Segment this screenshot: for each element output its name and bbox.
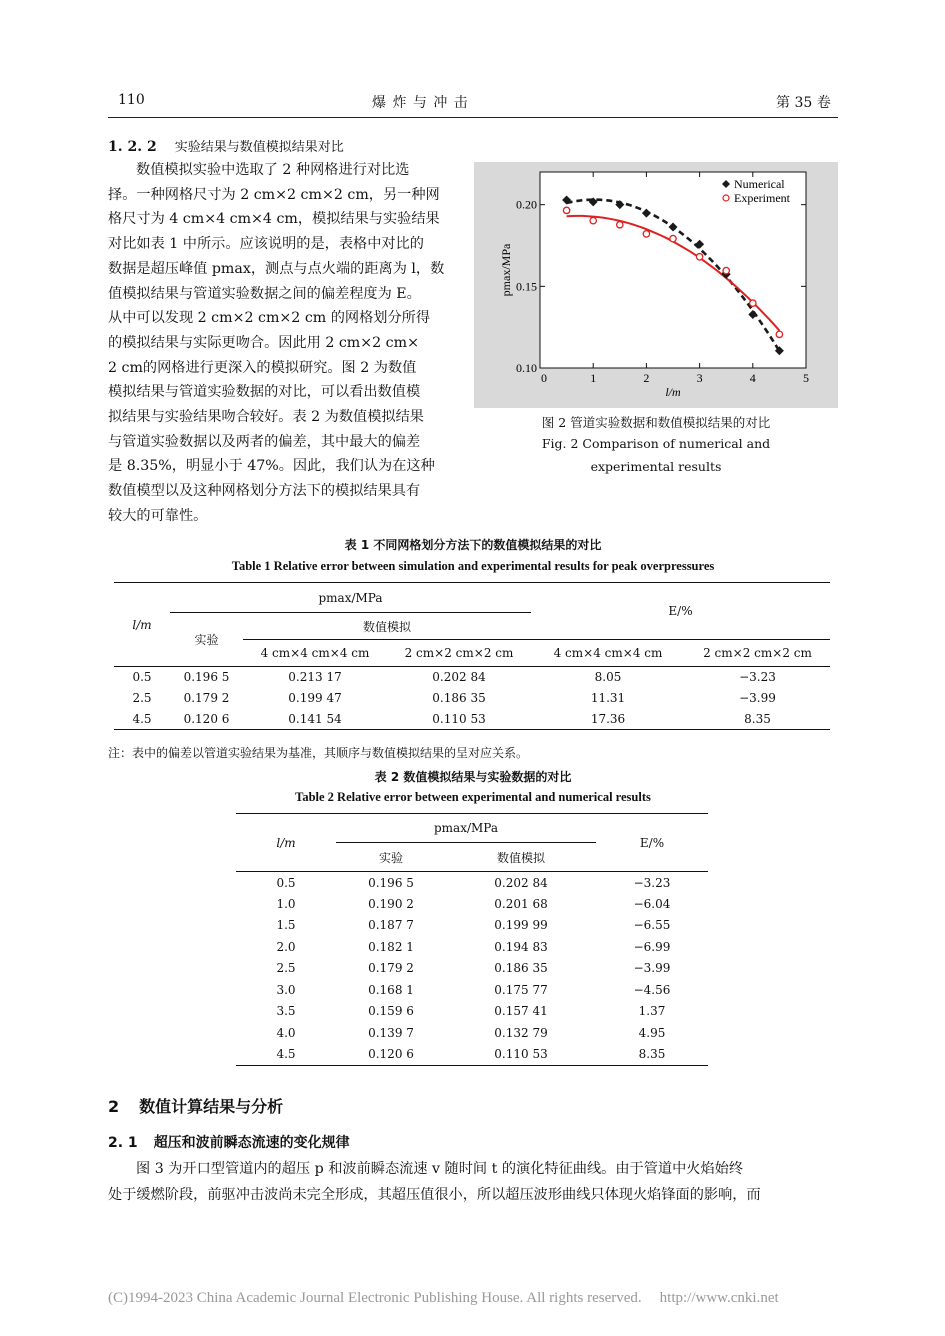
left-paragraph-line: 值模拟结果与管道实验数据之间的偏差程度为 E。 — [108, 285, 421, 302]
table-row — [236, 958, 708, 980]
t2-cell: 0.202 84 — [494, 875, 548, 890]
experiment-point — [617, 222, 623, 228]
section-heading-2: 2 数值计算结果与分析 — [108, 1097, 284, 1116]
page-number: 110 — [118, 92, 145, 108]
left-paragraph-line: 数据是超压峰值 pmax，测点与点火端的距离为 l，数 — [108, 260, 445, 277]
t2-cell: 0.199 99 — [494, 918, 548, 933]
legend-label: Experiment — [734, 191, 790, 205]
t2-cell: 1.37 — [638, 1004, 666, 1019]
left-paragraph-line: 与管道实验数据以及两者的偏差，其中最大的偏差 — [108, 433, 421, 450]
t2-cell: 0.194 83 — [494, 939, 548, 954]
t2-cell: 0.159 6 — [368, 1004, 414, 1019]
table2-caption-cn: 表 2 数值模拟结果与实验数据的对比 — [374, 770, 572, 784]
t2-cell: 4.95 — [638, 1025, 666, 1040]
figure-caption-cn: 图 2 管道实验数据和数值模拟结果的对比 — [541, 415, 771, 430]
body-line-2: 处于缓燃阶段，前驱冲击波尚未完全形成，其超压值很小，所以超压波形曲线只体现火焰锋面的影响，而 — [108, 1187, 761, 1203]
t1-cell: 8.35 — [744, 711, 771, 726]
t1-cell: 8.05 — [594, 670, 622, 685]
x-tick-label: 1 — [590, 371, 597, 385]
table-row — [236, 872, 708, 894]
experiment-point — [696, 254, 702, 260]
t1-cell: 0.179 2 — [183, 691, 230, 705]
t1-cell: 17.36 — [590, 711, 626, 726]
x-tick-label: 5 — [803, 371, 809, 385]
t2-cell: 0.196 5 — [368, 875, 414, 890]
body-paragraph — [108, 1156, 838, 1208]
t2-cell: 4.5 — [276, 1047, 296, 1061]
t2-cell: 0.168 1 — [368, 982, 414, 997]
experiment-point — [776, 331, 782, 337]
table-row — [114, 688, 830, 709]
t1-cell: 0.120 6 — [183, 711, 230, 726]
t2-cell: 0.5 — [276, 875, 296, 890]
experiment-point — [750, 300, 756, 306]
t1-cell: 0.5 — [132, 670, 152, 685]
t2-cell: 1.0 — [276, 896, 296, 911]
left-paragraph-line: 从中可以发现 2 cm×2 cm×2 cm 的网格划分所得 — [108, 310, 431, 327]
t2-cell: −4.56 — [633, 982, 671, 997]
t1-header-e: E/% — [531, 583, 830, 640]
t2-header-l: l/m — [276, 835, 296, 850]
left-paragraph-line: 拟结果与实验结果吻合较好。表 2 为数值模拟结果 — [108, 409, 424, 426]
volume-label: 第 35 卷 — [776, 95, 831, 111]
t1-header-sim: 数值模拟 — [243, 613, 531, 640]
y-tick-label: 0.20 — [516, 197, 537, 212]
t2-cell: 0.175 77 — [494, 982, 548, 997]
table-row — [236, 1022, 708, 1044]
t2-cell: 2.5 — [276, 961, 296, 976]
t2-cell: −3.99 — [633, 961, 671, 976]
t1-cell: 4.5 — [132, 711, 152, 726]
section-heading-21: 2. 1 超压和波前瞬态流速的变化规律 — [108, 1135, 350, 1151]
t2-header-e: E/% — [639, 835, 665, 850]
table-row — [114, 667, 830, 688]
y-tick-label: 0.15 — [516, 279, 537, 294]
t1-header-exp: 实验 — [194, 633, 219, 647]
journal-title: 爆 炸 与 冲 击 — [372, 95, 469, 111]
t2-cell: 0.139 7 — [368, 1025, 414, 1040]
x-tick-label: 0 — [541, 371, 547, 385]
t2-cell: 0.190 2 — [368, 896, 414, 911]
t1-cell: −3.99 — [739, 691, 776, 705]
left-paragraph-line: 数值模型以及这种网格划分方法下的模拟结果具有 — [108, 483, 421, 500]
x-tick-label: 3 — [696, 371, 703, 385]
left-paragraph-line: 2 cm的网格进行更深入的模拟研究。图 2 为数值 — [108, 359, 417, 376]
t1-cell: 0.110 53 — [432, 711, 486, 726]
footer-copyright: (C)1994-2023 China Academic Journal Electronic Publishing House. All rights reserved. http://www.cnki.net — [108, 1290, 779, 1306]
t2-cell: 0.182 1 — [368, 939, 414, 954]
table-row — [236, 1001, 708, 1023]
t1-cell: 0.186 35 — [432, 691, 486, 705]
y-axis-label: pmax/MPa — [499, 243, 513, 297]
table1-note: 注：表中的偏差以管道实验结果为基准，其顺序与数值模拟结果的呈对应关系。 — [108, 746, 529, 760]
experiment-point — [563, 207, 569, 213]
t2-cell: 0.110 53 — [494, 1047, 548, 1061]
t2-cell: 3.5 — [276, 1004, 296, 1019]
t2-cell: 0.120 6 — [368, 1047, 414, 1061]
figure-2 — [474, 162, 838, 408]
left-paragraph-line: 较大的可靠性。 — [108, 507, 208, 524]
left-paragraph-line: 的模拟结果与实际更吻合。因此用 2 cm×2 cm× — [108, 334, 419, 351]
table-row — [236, 979, 708, 1001]
t2-cell: 0.132 79 — [494, 1025, 548, 1040]
legend-marker-experiment — [723, 195, 729, 201]
t1-header-grid4: 4 cm×4 cm×4 cm — [260, 646, 370, 660]
x-tick-label: 4 — [749, 371, 756, 385]
table2-caption-en: Table 2 Relative error between experimental and numerical results — [295, 790, 651, 804]
left-paragraph-line: 格尺寸为 4 cm×4 cm×4 cm，模拟结果与实验结果 — [108, 211, 440, 228]
t2-cell: −6.04 — [633, 896, 671, 911]
t2-cell: 3.0 — [276, 982, 296, 997]
t2-cell: 4.0 — [276, 1025, 296, 1040]
experiment-point — [723, 267, 729, 273]
table-row — [236, 915, 708, 937]
x-tick-label: 2 — [643, 371, 650, 385]
comparison-chart — [474, 162, 838, 408]
experiment-point — [670, 235, 676, 241]
t1-cell: 0.213 17 — [288, 670, 342, 685]
t1-cell: 0.141 54 — [288, 711, 342, 726]
experiment-point — [643, 231, 649, 237]
t1-cell: 0.196 5 — [183, 670, 230, 685]
table-row — [236, 893, 708, 915]
t1-cell: 2.5 — [132, 691, 152, 705]
legend-label: Numerical — [734, 177, 785, 191]
t1-header-l: l/m — [132, 617, 152, 632]
t1-header-grid2: 2 cm×2 cm×2 cm — [404, 646, 514, 660]
t1-cell: −3.23 — [739, 670, 776, 685]
t1-cell: 0.199 47 — [288, 691, 342, 705]
table-row — [236, 1044, 708, 1066]
t2-cell: −3.23 — [633, 875, 671, 890]
t2-cell: −6.55 — [633, 918, 671, 933]
t1-cell: 11.31 — [590, 691, 626, 705]
left-paragraph-line: 模拟结果与管道实验数据的对比，可以看出数值模 — [108, 384, 421, 401]
t2-cell: 0.179 2 — [368, 961, 414, 976]
figure-caption-en-1: Fig. 2 Comparison of numerical and — [541, 436, 771, 451]
experiment-point — [590, 217, 596, 223]
t2-cell: 0.157 41 — [494, 1004, 548, 1019]
table1-caption-en: Table 1 Relative error between simulation and experimental results for peak overpressures — [231, 559, 715, 573]
y-tick-label: 0.10 — [516, 361, 537, 375]
left-paragraph-line: 是 8.35%，明显小于 47%。因此，我们认为在这种 — [108, 458, 435, 475]
section-heading-122: 1. 2. 2 实验结果与数值模拟结果对比 — [108, 139, 344, 155]
header-rule — [108, 117, 838, 118]
t1-header-p: pmax/MPa — [170, 583, 531, 613]
body-line-1: 图 3 为开口型管道内的超压 p 和波前瞬态流速 v 随时间 t 的演化特征曲线。由于管道中火焰始终 — [136, 1161, 744, 1177]
x-axis-label: l/m — [665, 385, 681, 399]
t1-cell: 0.202 84 — [432, 670, 486, 685]
t2-cell: 0.201 68 — [494, 896, 548, 911]
table1-caption-cn: 表 1 不同网格划分方法下的数值模拟结果的对比 — [344, 538, 602, 552]
t2-header-sim: 数值模拟 — [496, 850, 545, 865]
left-paragraph-line: 择。一种网格尺寸为 2 cm×2 cm×2 cm，另一种网 — [108, 186, 440, 203]
t2-cell: 0.186 35 — [494, 961, 548, 976]
t2-cell: −6.99 — [633, 939, 671, 954]
left-paragraph — [108, 158, 472, 529]
t2-cell: 0.187 7 — [368, 918, 414, 933]
table-1 — [114, 582, 830, 730]
t2-cell: 8.35 — [638, 1047, 666, 1061]
figure-caption-en-2: experimental results — [590, 459, 722, 474]
left-paragraph-line: 对比如表 1 中所示。应该说明的是，表格中对比的 — [108, 236, 424, 253]
table-2 — [236, 813, 708, 1066]
t2-header-p: pmax/MPa — [336, 814, 596, 843]
t2-cell: 2.0 — [276, 939, 296, 954]
t2-cell: 1.5 — [276, 918, 296, 933]
table-row — [114, 709, 830, 730]
table-row — [236, 936, 708, 958]
t2-header-exp: 实验 — [378, 850, 403, 865]
left-paragraph-line: 数值模拟实验中选取了 2 种网格进行对比选 — [136, 162, 410, 178]
t1-header-e-grid4: 4 cm×4 cm×4 cm — [553, 646, 663, 660]
t1-header-e-grid2: 2 cm×2 cm×2 cm — [703, 646, 812, 660]
